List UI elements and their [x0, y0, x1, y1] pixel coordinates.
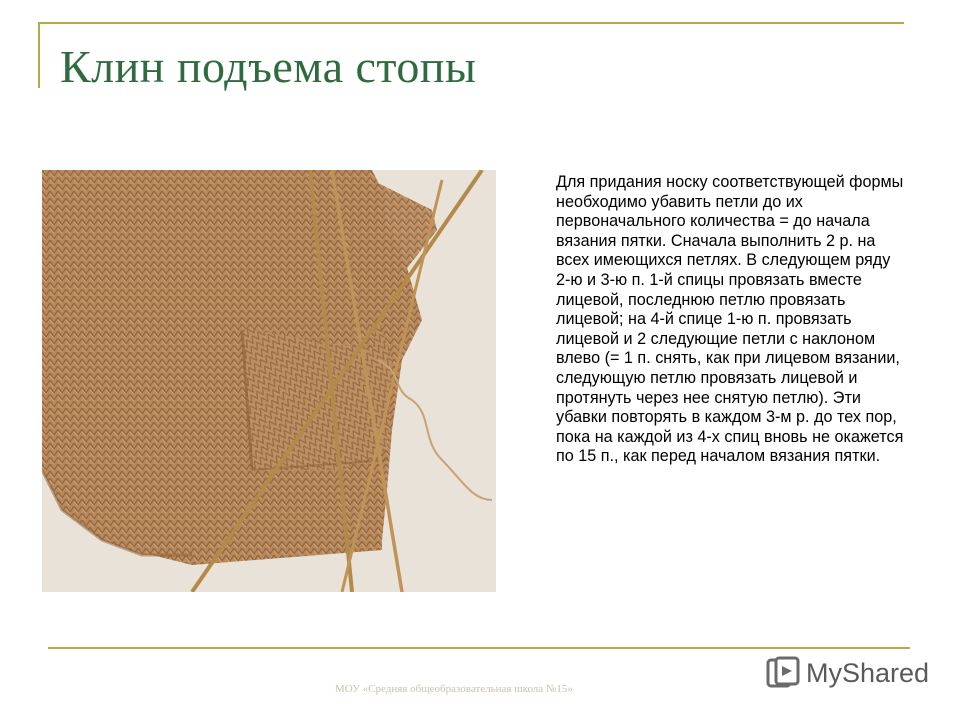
myshared-logo-icon — [766, 656, 802, 690]
slide-title: Клин подъема стопы — [60, 41, 477, 92]
left-rule — [38, 22, 40, 88]
myshared-logo[interactable] — [766, 656, 929, 690]
instruction-text: Для придания носку соответствующей формы необходимо убавить петли до их первоначального количества = до начала вязания пятки. Сначала выполнить 2 р. на всех имеющихся петлях. В следующем ряду 2-ю и 3-ю п. 1-й спицы провязать вместе лицевой, последнюю петлю провязать лицевой; на 4-й спице 1-ю п. провязать лицевой и 2 следующие петли с наклоном влево (= 1 п. снять, как при лицевом вязании, следующую петлю провязать лицевой и протянуть через нее снятую петлю). Эти убавки повторять в каждом 3-м р. до тех пор, пока на каждой из 4-х спиц вновь не окажется по 15 п., как перед началом вязания пятки. — [556, 173, 904, 466]
footer-school-name: МОУ «Средняя общеобразовательная школа №15» — [335, 683, 573, 695]
knitted-sock-photo — [42, 170, 496, 592]
logo-text: MyShared — [806, 657, 930, 688]
top-rule — [38, 22, 904, 24]
bottom-rule — [48, 647, 910, 649]
